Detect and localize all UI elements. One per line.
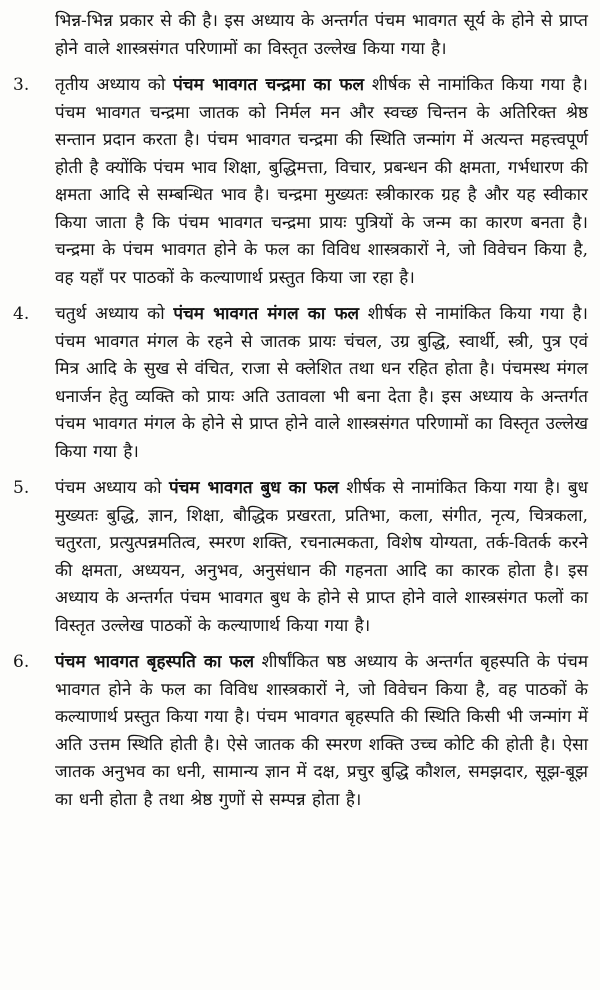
item-number: 5. <box>13 478 30 498</box>
list-item-5 <box>10 475 588 640</box>
item-paragraph: चतुर्थ अध्याय को पंचम भावगत मंगल का फल शीर्षक से नामांकित किया गया है। पंचम भावगत मंगल के रहने से जातक प्रायः चंचल, उग्र बुद्धि, स्वार्थी, स्त्री, पुत्र एवं मित्र आदि के सुख से वंचित, राजा से क्लेशित तथा धन रहित होता है। पंचमस्थ मंगल धनार्जन हेतु व्यक्ति को प्रायः अति उतावला भी बना देता है। इस अध्याय के अन्तर्गत पंचम भावगत मंगल के होने से प्राप्त होने वाले शास्त्रसंगत परिणामों का विस्तृत उल्लेख किया गया है। <box>55 304 588 462</box>
item-number: 3. <box>13 75 30 95</box>
intro-paragraph: भिन्न-भिन्न प्रकार से की है। इस अध्याय के अन्तर्गत पंचम भावगत सूर्य के होने से प्राप्त होने वाले शास्त्रसंगत परिणामों का विस्तृत उल्लेख किया गया है। <box>55 11 588 59</box>
list-item-6 <box>10 649 588 814</box>
item-number: 4. <box>13 304 30 324</box>
list-item-4 <box>10 301 588 466</box>
item-number: 6. <box>13 652 30 672</box>
item-paragraph: तृतीय अध्याय को पंचम भावगत चन्द्रमा का फल शीर्षक से नामांकित किया गया है। पंचम भावगत चन्द्रमा जातक को निर्मल मन और स्वच्छ चिन्तन के अतिरिक्त श्रेष्ठ सन्तान प्रदान करता है। पंचम भावगत चन्द्रमा की स्थिति जन्मांग में अत्यन्त महत्त्वपूर्ण होती है क्योंकि पंचम भाव शिक्षा, बुद्धिमत्ता, विचार, प्रबन्धन की क्षमता, गर्भधारण की क्षमता आदि से सम्बन्धित भाव है। चन्द्रमा मुख्यतः स्त्रीकारक ग्रह है और यह स्वीकार किया जाता है कि पंचम भावगत चन्द्रमा प्रायः पुत्रियों के जन्म का कारण बनता है। चन्द्रमा के पंचम भावगत होने के फल का विविध शास्त्रकारों ने, जो विवेचन किया है, वह यहाँ पर पाठकों के कल्याणार्थ प्रस्तुत किया जा रहा है। <box>55 75 588 288</box>
item-paragraph: पंचम अध्याय को पंचम भावगत बुध का फल शीर्षक से नामांकित किया गया है। बुध मुख्यतः बुद्धि, ज्ञान, शिक्षा, बौद्धिक प्रखरता, प्रतिभा, कला, संगीत, नृत्य, चित्रकला, चतुरता, प्रत्युत्पन्नमतित्व, स्मरण शक्ति, रचनात्मकता, विशेष योग्यता, तर्क-वितर्क करने की क्षमता, अध्ययन, अनुभव, अनुसंधान की गहनता आदि का कारक होता है। इस अध्याय के अन्तर्गत पंचम भावगत बुध के होने से प्राप्त होने वाले शास्त्रसंगत फलों का विस्तृत उल्लेख पाठकों के कल्याणार्थ किया गया है। <box>55 478 588 636</box>
list-item-3 <box>10 72 588 292</box>
item-paragraph: पंचम भावगत बृहस्पति का फल शीर्षांकित षष्ठ अध्याय के अन्तर्गत बृहस्पति के पंचम भावगत होने के फल का विविध शास्त्रकारों ने, जो विवेचन किया है, वह पाठकों के कल्याणार्थ प्रस्तुत किया गया है। पंचम भावगत बृहस्पति की स्थिति किसी भी जन्मांग में अति उत्तम स्थिति होती है। ऐसे जातक की स्मरण शक्ति उच्च कोटि की होती है। ऐसा जातक अनुभव का धनी, सामान्य ज्ञान में दक्ष, प्रचुर बुद्धि कौशल, समझदार, सूझ-बूझ का धनी होता है तथा श्रेष्ठ गुणों से सम्पन्न होता है। <box>55 652 588 810</box>
